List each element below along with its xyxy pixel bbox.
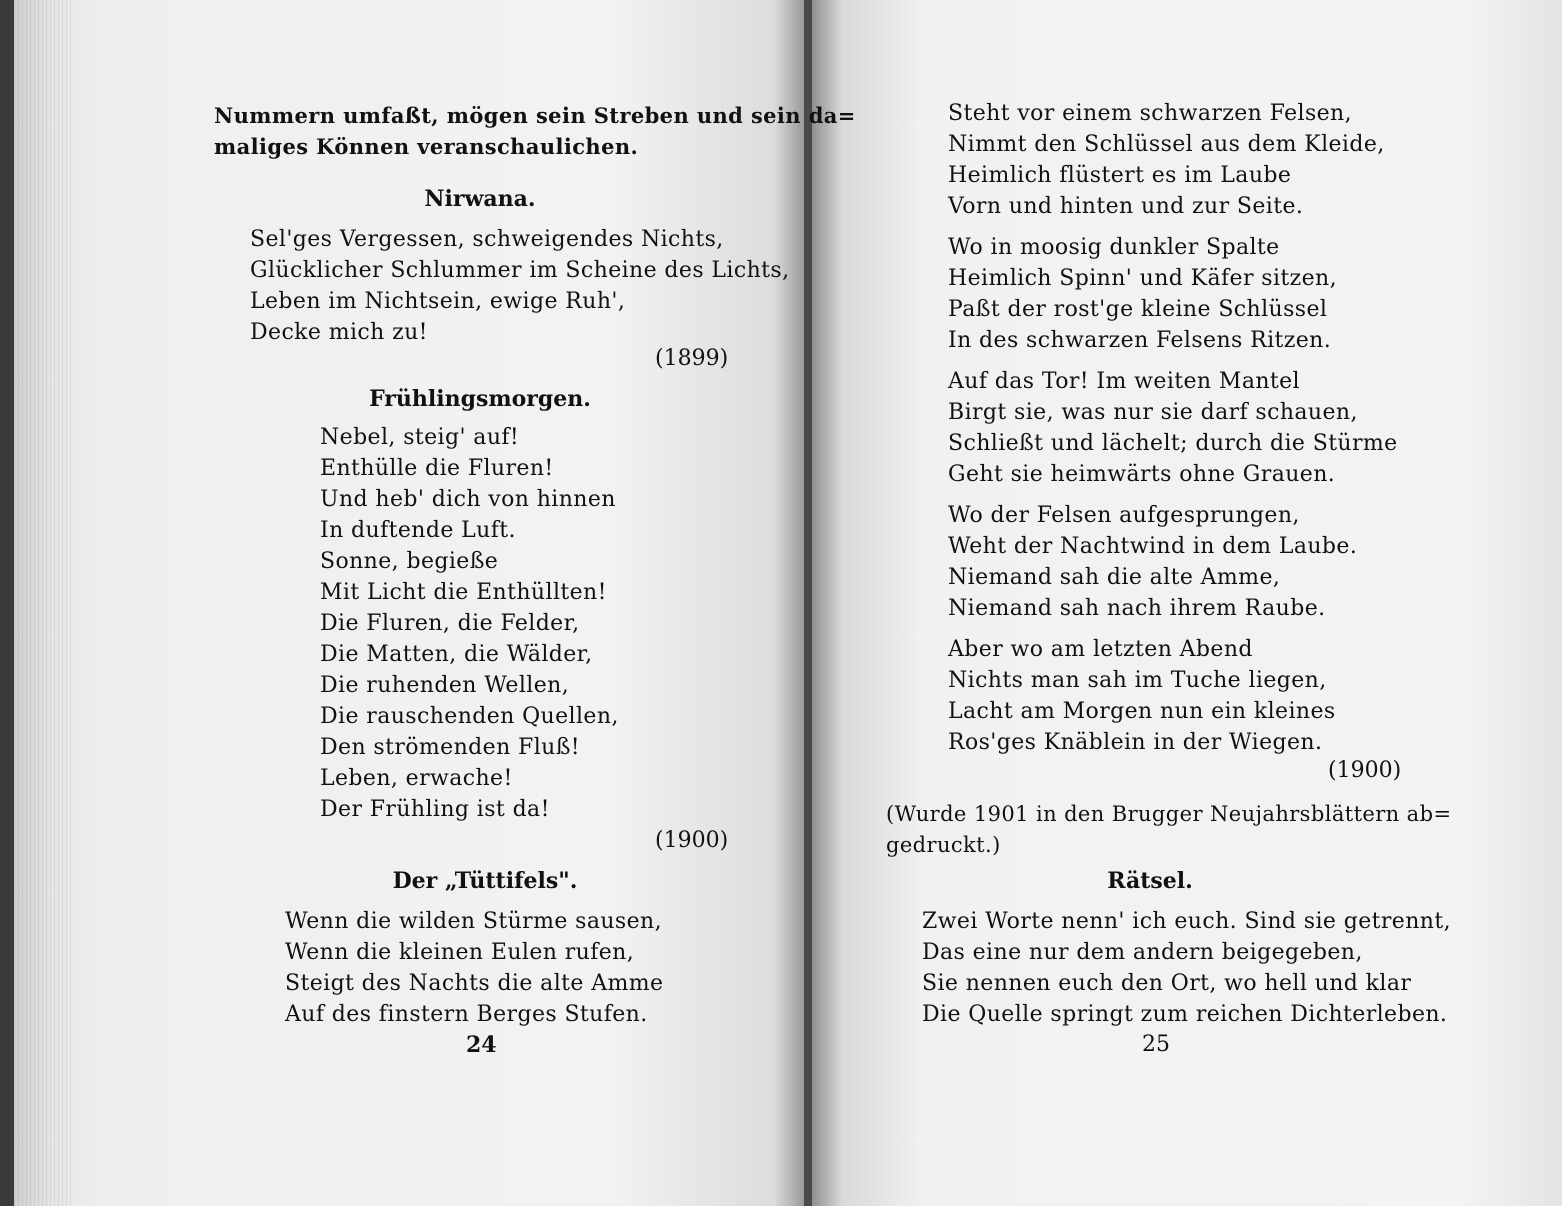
poem-line: Birgt sie, was nur sie darf schauen, <box>948 400 1358 425</box>
poem-line: Den strömenden Fluß! <box>320 735 581 760</box>
poem-line: Sie nennen euch den Ort, wo hell und klar <box>922 971 1412 996</box>
poem-line: Mit Licht die Enthüllten! <box>320 580 607 605</box>
poem-line: Leben, erwache! <box>320 766 513 791</box>
poem-line: In duftende Luft. <box>320 518 516 543</box>
poem-line: Schließt und lächelt; durch die Stürme <box>948 431 1398 456</box>
poem-line: Sel'ges Vergessen, schweigendes Nichts, <box>250 227 724 252</box>
poem-title-nirwana: Nirwana. <box>424 186 536 212</box>
poem-line: Enthülle die Fluren! <box>320 456 554 481</box>
poem-line: Heimlich Spinn' und Käfer sitzen, <box>948 266 1338 291</box>
poem-line: Die Fluren, die Felder, <box>320 611 580 636</box>
poem-line: Lacht am Morgen nun ein kleines <box>948 699 1336 724</box>
poem-line: Und heb' dich von hinnen <box>320 487 616 512</box>
intro-line: Nummern umfaßt, mögen sein Streben und sein da= <box>214 103 856 128</box>
poem-line: Nichts man sah im Tuche liegen, <box>948 668 1327 693</box>
poem-line: Die Matten, die Wälder, <box>320 642 593 667</box>
poem-line: Decke mich zu! <box>250 320 428 345</box>
poem-line: Wo in moosig dunkler Spalte <box>948 235 1280 260</box>
poem-line: Paßt der rost'ge kleine Schlüssel <box>948 297 1328 322</box>
poem-line: Ros'ges Knäblein in der Wiegen. <box>948 730 1323 755</box>
poem-raetsel <box>922 906 1451 1030</box>
poem-line: In des schwarzen Felsens Ritzen. <box>948 328 1332 353</box>
note-line: gedruckt.) <box>886 833 1001 857</box>
publication-note <box>886 798 1451 860</box>
poem-line: Aber wo am letzten Abend <box>948 637 1253 662</box>
poem-line: Wenn die kleinen Eulen rufen, <box>285 940 635 965</box>
poem-continuation <box>948 98 1398 758</box>
poem-line: Wo der Felsen aufgesprungen, <box>948 503 1300 528</box>
poem-fruehlingsmorgen <box>320 422 619 825</box>
poem-line: Steigt des Nachts die alte Amme <box>285 971 664 996</box>
poem-line: Sonne, begieße <box>320 549 499 574</box>
poem-tuettifels <box>285 906 663 1030</box>
poem-line: Zwei Worte nenn' ich euch. Sind sie getrennt, <box>922 909 1451 934</box>
poem-nirwana <box>250 224 789 348</box>
intro-text <box>214 100 856 162</box>
poem-line: Nebel, steig' auf! <box>320 425 520 450</box>
intro-line: maliges Können veranschaulichen. <box>214 134 639 159</box>
poem-title-raetsel: Rätsel. <box>1107 868 1193 894</box>
note-line: (Wurde 1901 in den Brugger Neujahrsblättern ab= <box>886 802 1452 826</box>
poem-line: Niemand sah die alte Amme, <box>948 565 1281 590</box>
poem-line: Auf des finstern Berges Stufen. <box>285 1002 648 1027</box>
page-edges <box>14 0 74 1206</box>
poem-line: Steht vor einem schwarzen Felsen, <box>948 101 1353 126</box>
poem-line: Die Quelle springt zum reichen Dichterleben. <box>922 1002 1448 1027</box>
poem-year: (1899) <box>655 346 729 371</box>
book-gutter <box>804 0 812 1206</box>
poem-line: Das eine nur dem andern beigegeben, <box>922 940 1363 965</box>
poem-line: Niemand sah nach ihrem Raube. <box>948 596 1326 621</box>
poem-line: Leben im Nichtsein, ewige Ruh', <box>250 289 626 314</box>
poem-line: Die rauschenden Quellen, <box>320 704 619 729</box>
poem-line: Wenn die wilden Stürme sausen, <box>285 909 662 934</box>
page-number-right: 25 <box>1142 1032 1170 1057</box>
poem-title-fruehlingsmorgen: Frühlingsmorgen. <box>369 386 591 412</box>
poem-title-tuettifels: Der „Tüttifels". <box>392 868 578 894</box>
poem-year: (1900) <box>655 828 729 853</box>
poem-line: Nimmt den Schlüssel aus dem Kleide, <box>948 132 1385 157</box>
poem-year: (1900) <box>1328 758 1402 783</box>
poem-line: Der Frühling ist da! <box>320 797 550 822</box>
poem-line: Heimlich flüstert es im Laube <box>948 163 1292 188</box>
page-number-left: 24 <box>466 1032 497 1058</box>
poem-line: Vorn und hinten und zur Seite. <box>948 194 1304 219</box>
poem-line: Glücklicher Schlummer im Scheine des Lichts, <box>250 258 790 283</box>
poem-line: Auf das Tor! Im weiten Mantel <box>948 369 1300 394</box>
poem-line: Weht der Nachtwind in dem Laube. <box>948 534 1358 559</box>
poem-line: Geht sie heimwärts ohne Grauen. <box>948 462 1336 487</box>
poem-line: Die ruhenden Wellen, <box>320 673 570 698</box>
